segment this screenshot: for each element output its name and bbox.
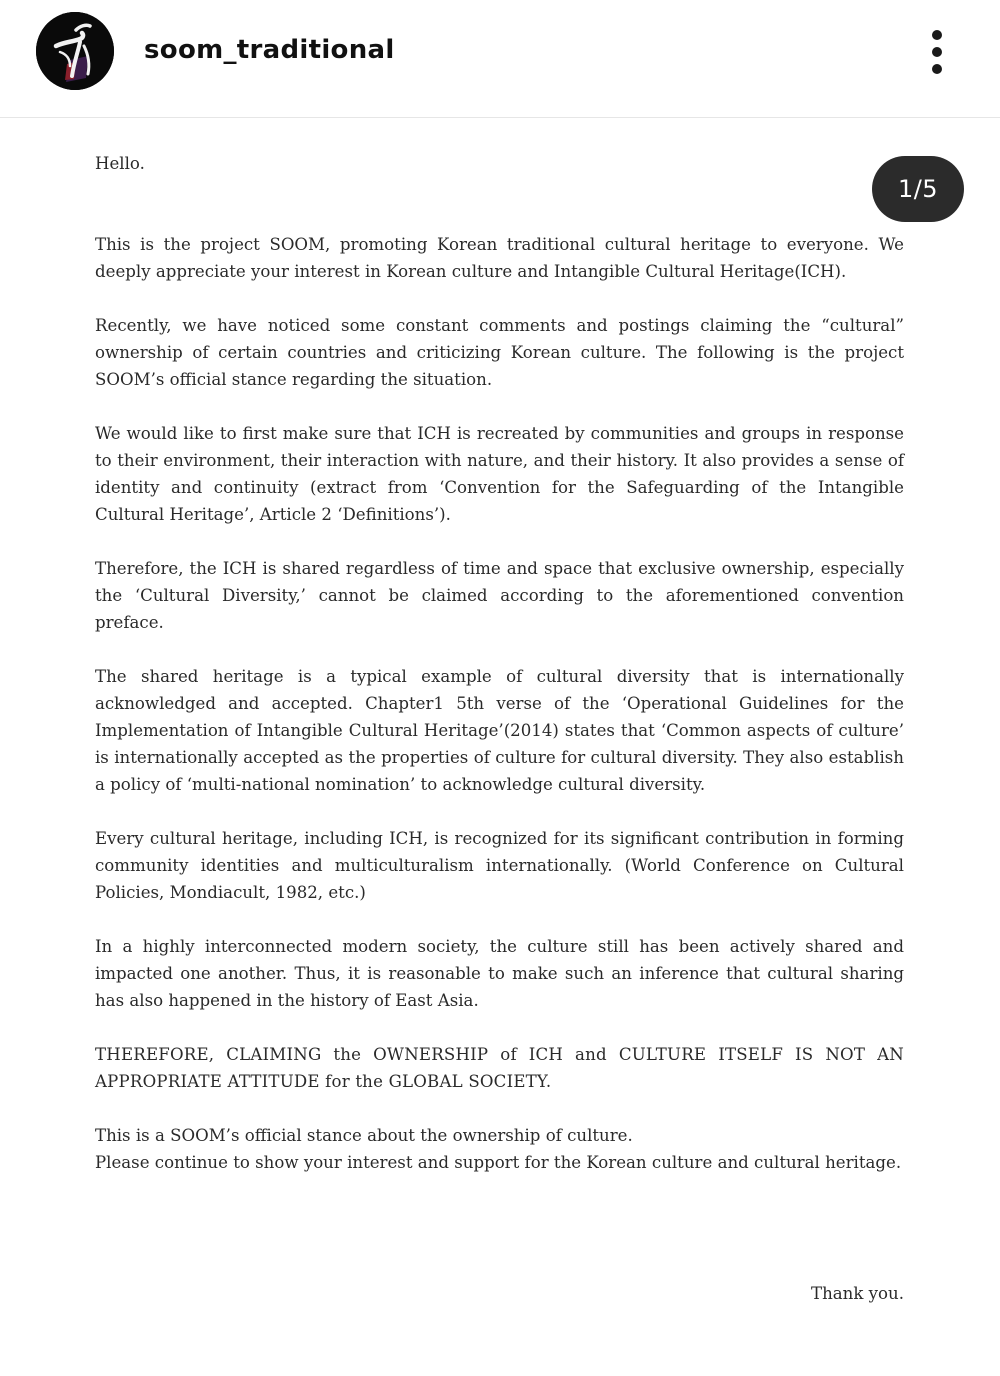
letter-paragraph: Every cultural heritage, including ICH, is recognized for its significant contribution in forming community identities and multiculturalism internationally. (World Conference on Cultural Policies, Mondiacult, 1982, etc.) [95,829,904,902]
brush-calligraphy-logo-icon [36,12,114,90]
letter-greeting: Hello. [95,154,145,173]
letter-closing-line-2: Please continue to show your interest and support for the Korean culture and cultural heritage. [95,1153,902,1172]
letter-paragraph-emphasis: THEREFORE, CLAIMING the OWNERSHIP of ICH and CULTURE ITSELF IS NOT AN APPROPRIATE ATTITUDE for the GLOBAL SOCIETY. [95,1045,904,1091]
letter-paragraph: Recently, we have noticed some constant comments and postings claiming the “cultural” ownership of certain countries and criticizing Korean culture. The following is the project SOOM’s official stance regarding the situation. [95,316,904,389]
letter-paragraph: The shared heritage is a typical example of cultural diversity that is internationally acknowledged and accepted. Chapter1 5th verse of the ‘Operational Guidelines for the Implementation of Intangible Cultural Heritage’(2014) states that ‘Common aspects of culture’ is internationally accepted as the properties of culture for cultural diversity. They also establish a policy of ‘multi-national nomination’ to acknowledge cultural diversity. [95,667,904,794]
more-options-button[interactable] [916,24,960,80]
more-vertical-icon-dot-3 [932,64,942,74]
letter-paragraph: In a highly interconnected modern society, the culture still has been actively shared and impacted one another. Thus, it is reasonable to make such an inference that cultural sharing has also happened in the history of East Asia. [95,937,904,1010]
post-header [0,0,1000,118]
more-vertical-icon-dot-2 [932,47,942,57]
letter-paragraph: Therefore, the ICH is shared regardless of time and space that exclusive ownership, especially the ‘Cultural Diversity,’ cannot be claimed according to the aforementioned convention preface. [95,559,904,632]
post-image-letter [95,150,904,1176]
username-link[interactable]: soom_traditional [144,35,395,65]
letter-signoff: Thank you. [811,1284,904,1303]
letter-closing-line-1: This is a SOOM’s official stance about the ownership of culture. [95,1126,633,1145]
letter-closing [95,1122,904,1176]
more-vertical-icon [932,30,942,40]
letter-paragraph: We would like to first make sure that ICH is recreated by communities and groups in response to their environment, their interaction with nature, and their history. It also provides a sense of identity and continuity (extract from ‘Convention for the Safeguarding of the Intangible Cultural Heritage’, Article 2 ‘Definitions’). [95,424,904,524]
letter-paragraph: This is the project SOOM, promoting Korean traditional cultural heritage to everyone. We deeply appreciate your interest in Korean culture and Intangible Cultural Heritage(ICH). [95,235,904,281]
profile-avatar[interactable] [36,12,114,90]
carousel-page-counter: 1/5 [872,156,964,222]
